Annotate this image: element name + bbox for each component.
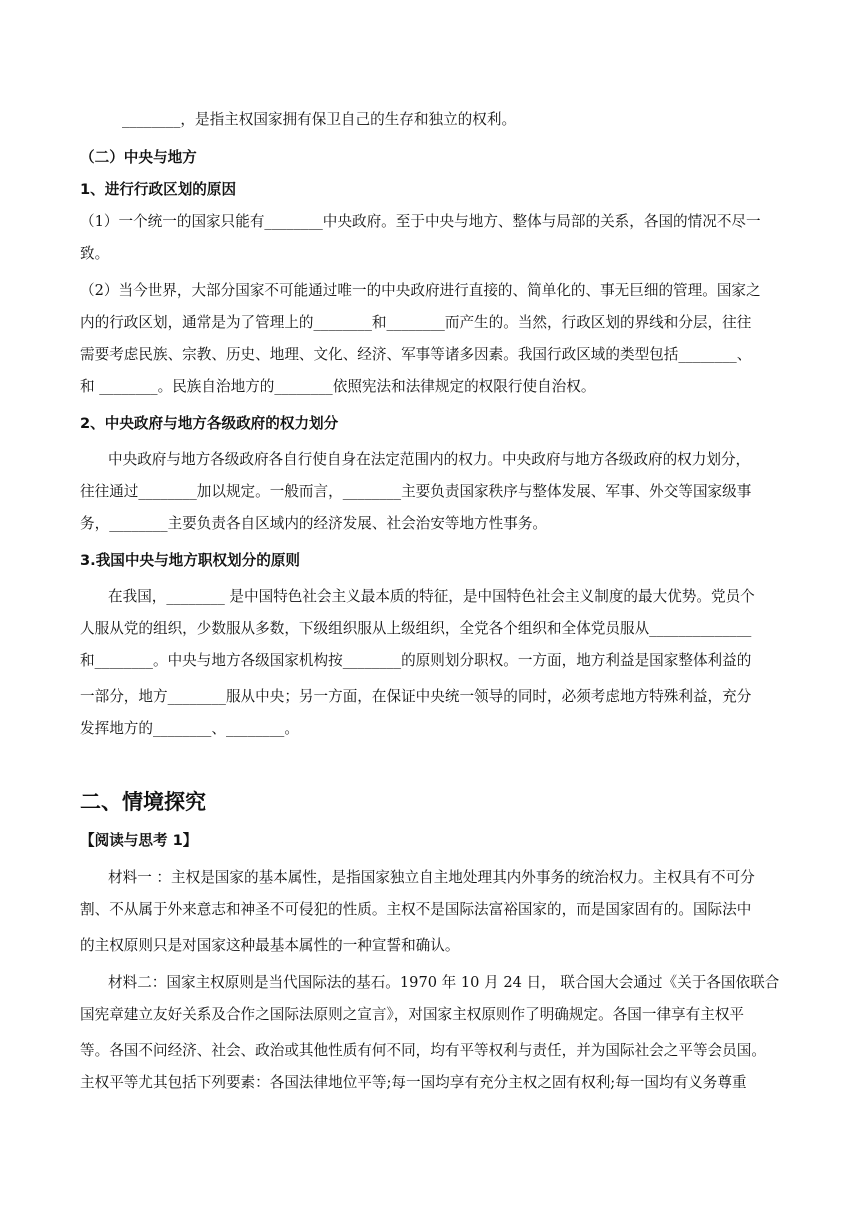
text-line: 务，________主要负责各自区域内的经济发展、社会治安等地方性事务。 xyxy=(80,515,548,532)
reading-heading: 【阅读与思考 1】 xyxy=(80,832,198,849)
text-line: 中央政府与地方各级政府各自行使自身在法定范围内的权力。中央政府与地方各级政府的权力划分， xyxy=(108,451,751,468)
text-line: 在我国，________ 是中国特色社会主义最本质的特征，是中国特色社会主义制度的最大优势。党员个 xyxy=(108,588,755,605)
subsection-heading: 2、中央政府与地方各级政府的权力划分 xyxy=(80,415,339,432)
text-line: 材料一 ：主权是国家的基本属性，是指国家独立自主地处理其内外事务的统治权力。主权具有不可分 xyxy=(108,869,755,886)
subsection-heading: 3.我国中央与地方职权划分的原则 xyxy=(80,552,301,569)
subsection-heading: 1、进行行政区划的原因 xyxy=(80,181,237,198)
text-line: ________，是指主权国家拥有保卫自己的生存和独立的权利。 xyxy=(122,111,517,128)
text-line: 和________。中央与地方各级国家机构按________的原则划分职权。一方面，地方利益是国家整体利益的 xyxy=(80,652,752,669)
text-line: （1）一个统一的国家只能有________中央政府。至于中央与地方、整体与局部的关系，各国的情况不尽一 xyxy=(80,213,761,230)
section-heading: （二）中央与地方 xyxy=(80,149,197,166)
text-line: （2）当今世界，大部分国家不可能通过唯一的中央政府进行直接的、简单化的、事无巨细的管理。国家之 xyxy=(80,282,761,299)
text-line: 等。各国不问经济、社会、政治或其他性质有何不同，均有平等权利与责任，并为国际社会之平等会员国。 xyxy=(80,1042,766,1059)
text-line: 人服从党的组织，少数服从多数，下级组织服从上级组织，全党各个组织和全体党员服从______________ xyxy=(80,620,752,637)
text-line: 内的行政区划，通常是为了管理上的________和________而产生的。当然，行政区划的界线和分层，往往 xyxy=(80,314,752,331)
text-line: 材料二：国家主权原则是当代国际法的基石。1970 年 10 月 24 日， 联合国大会通过《关于各国依联合 xyxy=(108,974,780,991)
text-line: 发挥地方的________、________。 xyxy=(80,720,299,737)
text-line: 主权平等尤其包括下列要素：各国法律地位平等;每一国均享有充分主权之固有权利;每一国均有义务尊重 xyxy=(80,1074,747,1091)
chapter-heading: 二、情境探究 xyxy=(80,790,206,814)
text-line: 国宪章建立友好关系及合作之国际法原则之宣言》，对国家主权原则作了明确规定。各国一律享有主权平 xyxy=(80,1006,745,1023)
text-line: 割、不从属于外来意志和神圣不可侵犯的性质。主权不是国际法富裕国家的，而是国家固有的。国际法中 xyxy=(80,901,752,918)
text-line: 往往通过________加以规定。一般而言，________主要负责国家秩序与整体发展、军事、外交等国家级事 xyxy=(80,483,752,500)
text-line: 的主权原则只是对国家这种最基本属性的一种宣誓和确认。 xyxy=(80,937,460,954)
text-line: 需要考虑民族、宗教、历史、地理、文化、经济、军事等诸多因素。我国行政区域的类型包括________、 xyxy=(80,346,752,363)
text-line: 和 ________。民族自治地方的________依照宪法和法律规定的权限行使自治权。 xyxy=(80,378,596,395)
text-line: 一部分，地方________服从中央；另一方面，在保证中央统一领导的同时，必须考虑地方特殊利益，充分 xyxy=(80,688,752,705)
text-line: 致。 xyxy=(80,245,110,262)
